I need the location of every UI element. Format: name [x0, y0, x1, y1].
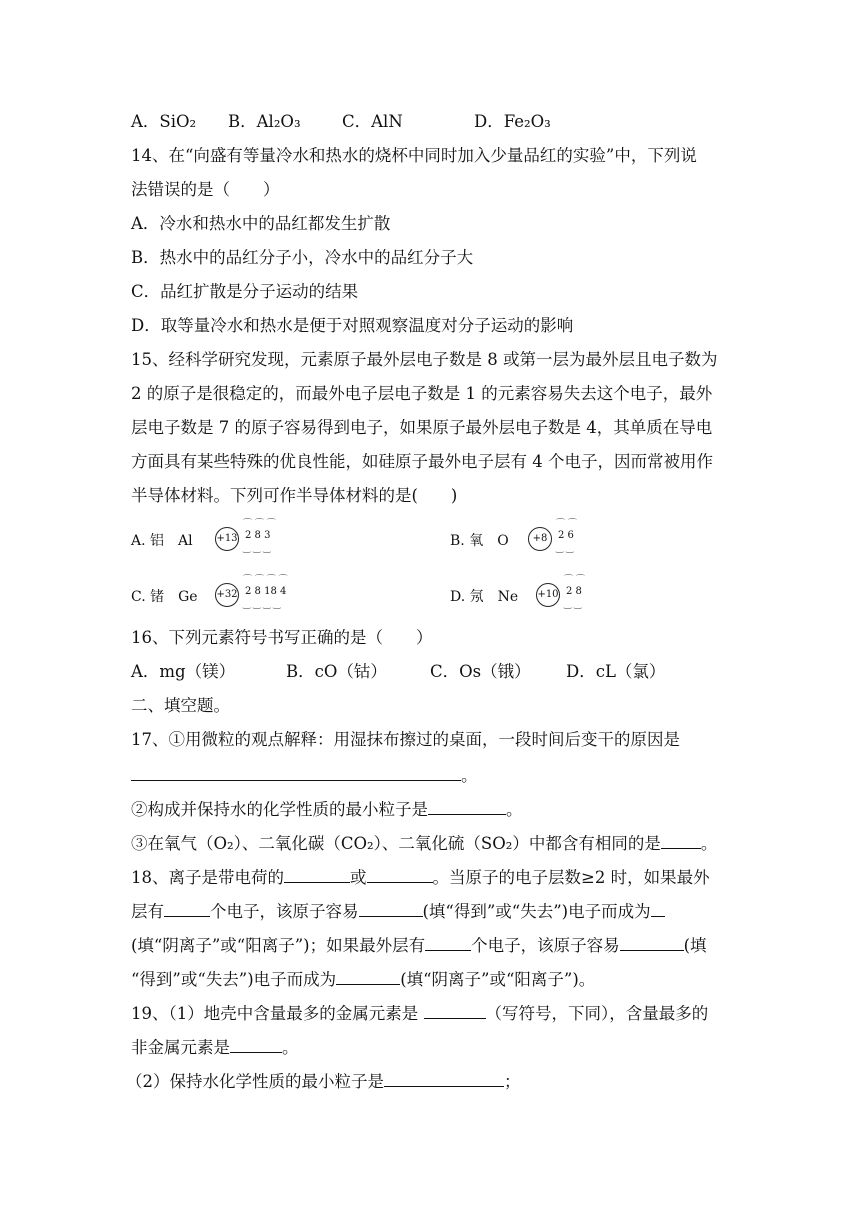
atom-nucleus: +10	[536, 583, 560, 607]
q17-line4-end: 。	[700, 834, 718, 853]
answer-blank[interactable]	[384, 1069, 504, 1087]
atom-shells: 2 8	[566, 586, 582, 597]
q13-option-d: D．Fe₂O₃	[474, 112, 551, 131]
q13-option-a: A．SiO₂	[131, 112, 197, 131]
q18-text: 个电子，该原子容易	[210, 902, 359, 921]
q15-line5: 半导体材料。下列可作半导体材料的是( )	[131, 486, 458, 505]
q18-text: “得到”或“失去”)电子而成为	[131, 970, 337, 989]
q19-text: （2）保持水化学性质的最小粒子是	[126, 1072, 384, 1091]
q18-text: (填“阴离子”或“阳离子”)。	[400, 970, 596, 989]
q18-text: 18、离子是带电荷的	[131, 868, 284, 887]
answer-blank[interactable]	[131, 763, 461, 781]
q19-line1	[131, 1001, 708, 1025]
q13-option-b: B．Al₂O₃	[228, 112, 301, 131]
q17-line1: 17、①用微粒的观点解释：用湿抹布擦过的桌面，一段时间后变干的原因是	[131, 730, 680, 749]
q17-line3-text: ②构成并保持水的化学性质的最小粒子是	[131, 800, 428, 819]
q17-line4-text: ③在氧气（O₂）、二氧化碳（CO₂）、二氧化硫（SO₂）中都含有相同的是	[131, 834, 661, 853]
answer-blank[interactable]	[284, 865, 350, 883]
q18-line4	[131, 967, 595, 991]
q17-line4	[131, 831, 717, 855]
atom-label: B. 氧 O	[450, 533, 509, 549]
answer-blank[interactable]	[230, 1035, 282, 1053]
q14-option-b: B．热水中的品红分子小，冷水中的品红分子大	[131, 248, 474, 267]
answer-blank[interactable]	[428, 797, 506, 815]
q18-text: 个电子，该原子容易	[471, 936, 620, 955]
shell-arcs-top: ⌒ ⌒	[556, 519, 577, 529]
q19-text: （写符号，下同），含量最多的	[485, 1004, 709, 1023]
q19-line3	[126, 1069, 521, 1093]
q18-text: (填“得到”或“失去”)电子而成为	[422, 902, 651, 921]
answer-blank[interactable]	[367, 865, 433, 883]
answer-blank[interactable]	[336, 967, 400, 985]
atom-label: D. 氖 Ne	[450, 589, 519, 605]
q15-line2: 2 的原子是很稳定的，而最外电子层电子数是 1 的元素容易失去这个电子，最外	[131, 384, 713, 403]
shell-arcs-top: ⌒ ⌒ ⌒	[243, 519, 276, 529]
q15-line4: 方面具有某些特殊的优良性能，如硅原子最外电子层有 4 个电子，因而常被用作	[131, 452, 713, 471]
q16-option-a: A．mg（镁）	[131, 662, 236, 681]
section-heading: 二、填空题。	[131, 696, 230, 715]
q17-line2	[131, 763, 478, 787]
q18-text: (填	[683, 936, 707, 955]
q19-line2	[131, 1035, 299, 1059]
q14-option-d: D．取等量冷水和热水是便于对照观察温度对分子运动的影响	[131, 316, 574, 335]
q14-stem-line2: 法错误的是（ ）	[131, 180, 280, 199]
q18-text: 层有	[131, 902, 164, 921]
answer-blank[interactable]	[651, 899, 665, 917]
shell-arcs-top: ⌒ ⌒ ⌒ ⌒	[243, 575, 288, 585]
q18-line3	[131, 933, 707, 957]
q14-option-c: C．品红扩散是分子运动的结果	[131, 282, 359, 301]
q15-line3: 层电子数是 7 的原子容易得到电子，如果原子最外层电子数是 4，其单质在导电	[131, 418, 713, 437]
q16-option-c: C．Os（锇）	[430, 662, 531, 681]
q13-option-c: C．AlN	[342, 112, 403, 131]
q19-text: 。	[282, 1038, 299, 1057]
atom-nucleus: +8	[528, 527, 552, 551]
q17-line3-end: 。	[506, 800, 523, 819]
shell-arcs-bottom: ‿ ‿ ‿ ‿	[243, 600, 281, 610]
atom-nucleus: +32	[215, 583, 239, 607]
answer-blank[interactable]	[164, 899, 210, 917]
q18-text: (填“阴离子”或“阳离子”)；如果最外层有	[131, 936, 426, 955]
atom-shells: 2 8 3	[245, 530, 271, 541]
q18-text: 。当原子的电子层数≥2 时，如果最外	[432, 868, 710, 887]
q18-line1	[131, 865, 710, 889]
answer-blank[interactable]	[661, 831, 701, 849]
q19-text: ；	[504, 1072, 521, 1091]
shell-arcs-top: ⌒ ⌒	[564, 575, 585, 585]
q17-line2-end: 。	[461, 766, 478, 785]
q19-text: 非金属元素是	[131, 1038, 230, 1057]
q14-stem-line1: 14、在“向盛有等量冷水和热水的烧杯中同时加入少量品红的实验”中，下列说	[131, 146, 697, 165]
q15-line1: 15、经科学研究发现，元素原子最外层电子数是 8 或第一层为最外层且电子数为	[131, 350, 718, 369]
shell-arcs-bottom: ‿ ‿	[556, 544, 574, 554]
q16-option-d: D．cL（氯）	[566, 662, 666, 681]
answer-blank[interactable]	[424, 1001, 486, 1019]
q14-option-a: A．冷水和热水中的品红都发生扩散	[131, 214, 391, 233]
atom-nucleus: +13	[215, 527, 239, 551]
q18-line2	[131, 899, 665, 923]
q16-option-b: B．cO（钴）	[286, 662, 387, 681]
q19-text: 19、（1）地壳中含量最多的金属元素是	[131, 1004, 424, 1023]
atom-label: A. 铝 Al	[131, 533, 193, 549]
shell-arcs-bottom: ‿ ‿	[564, 600, 582, 610]
shell-arcs-bottom: ‿ ‿ ‿	[243, 544, 271, 554]
atom-shells: 2 6	[558, 530, 574, 541]
atom-label: C. 锗 Ge	[131, 589, 198, 605]
q17-line3	[131, 797, 523, 821]
q18-text: 或	[350, 868, 367, 887]
answer-blank[interactable]	[359, 899, 423, 917]
atom-shells: 2 8 18 4	[245, 586, 287, 597]
q16-stem: 16、下列元素符号书写正确的是（ ）	[131, 628, 433, 647]
answer-blank[interactable]	[620, 933, 684, 951]
answer-blank[interactable]	[425, 933, 471, 951]
